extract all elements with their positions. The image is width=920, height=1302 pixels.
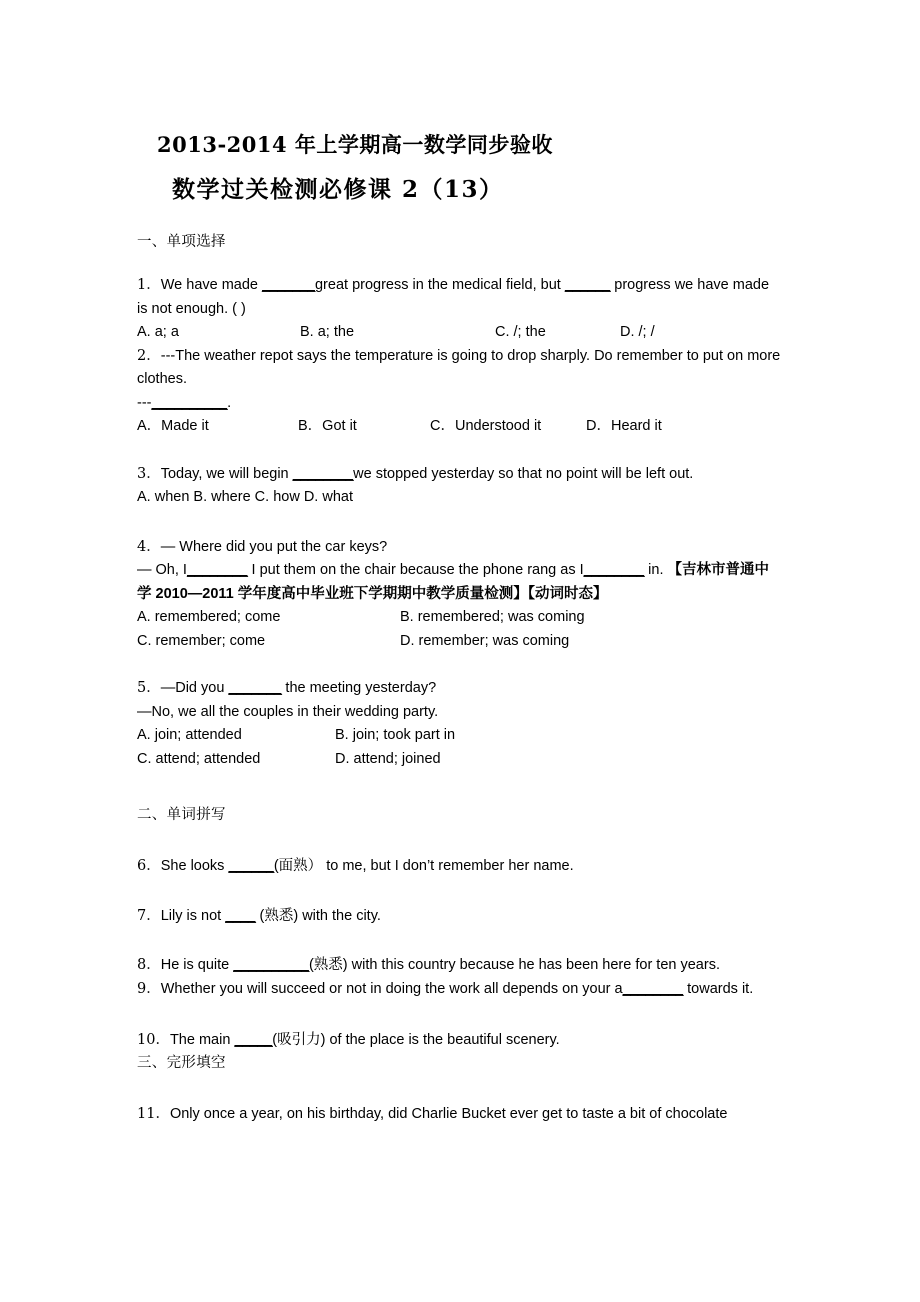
question-5-option-b[interactable]: B. join; took part in bbox=[335, 727, 456, 743]
question-4-options-row-2 bbox=[137, 630, 783, 654]
question-4-text-a: — Oh, I bbox=[137, 562, 187, 578]
question-10-blank: _____ bbox=[234, 1032, 273, 1048]
question-1-text-c: progress we have made is not enough. ( ) bbox=[137, 277, 770, 317]
question-8-text-b: (熟悉) with this country because he has been here for ten years. bbox=[308, 957, 720, 973]
question-2-options bbox=[137, 415, 783, 439]
question-4-option-d[interactable]: D. remember; was coming bbox=[400, 632, 570, 649]
question-5-line-2: —No, we all the couples in their wedding party. bbox=[137, 703, 439, 720]
question-11 bbox=[137, 1103, 783, 1127]
question-4-option-a[interactable]: A. remembered; come bbox=[137, 609, 281, 625]
question-9-text-b: towards it. bbox=[683, 980, 754, 997]
question-4-text-c: in. bbox=[644, 562, 668, 578]
question-1-option-a[interactable]: A. a; a bbox=[137, 324, 179, 340]
question-4-source-tag: 【吉林市普通中学 2010—2011 学年度高中毕业班下学期期中教学质量检测】【动词时态】 bbox=[137, 562, 770, 602]
question-1 bbox=[137, 274, 783, 321]
question-6-text-a: She looks bbox=[160, 858, 229, 874]
question-1-text-b: great progress in the medical field, but bbox=[314, 277, 565, 293]
question-8 bbox=[137, 954, 783, 978]
question-9-number: 9． bbox=[137, 980, 161, 997]
section-heading-1: 一、单项选择 bbox=[137, 234, 226, 250]
question-5-options-row-2 bbox=[137, 748, 783, 772]
question-2-dash: --- bbox=[137, 394, 152, 411]
question-9-text-a: Whether you will succeed or not in doing the work all depends on your a bbox=[160, 980, 623, 997]
question-3-number: 3． bbox=[137, 465, 161, 482]
question-2-blank: __________ bbox=[151, 394, 228, 411]
question-7-number: 7． bbox=[137, 907, 161, 924]
question-4-number: 4． bbox=[137, 538, 161, 555]
question-5-option-c[interactable]: C. attend; attended bbox=[137, 750, 261, 767]
question-3-text-b: we stopped yesterday so that no point will be left out. bbox=[353, 465, 694, 482]
question-1-blank-1: _______ bbox=[262, 277, 315, 293]
question-2 bbox=[137, 345, 783, 392]
question-9 bbox=[137, 978, 783, 1002]
question-2-option-c[interactable]: C．Understood it bbox=[430, 418, 542, 434]
question-4-options-row-1 bbox=[137, 606, 783, 630]
question-4 bbox=[137, 536, 783, 560]
question-11-text: Only once a year, on his birthday, did Charlie Bucket ever get to taste a bit of chocolate bbox=[169, 1105, 728, 1122]
question-2-answer-line bbox=[137, 392, 783, 416]
question-1-option-b[interactable]: B. a; the bbox=[300, 324, 355, 340]
question-10-text-a: The main bbox=[169, 1032, 235, 1048]
document-content bbox=[137, 0, 783, 1126]
question-5-option-a[interactable]: A. join; attended bbox=[137, 727, 242, 743]
question-2-stem: ---The weather repot says the temperature is going to drop sharply. Do remember to put on more clothes. bbox=[137, 347, 781, 387]
page-title-main: 2013-2014 年上学期高一数学同步验收 bbox=[157, 132, 553, 157]
question-4-blank-1: ________ bbox=[186, 562, 248, 578]
question-7-text-b: (熟悉) with the city. bbox=[255, 907, 381, 924]
question-10-text-b: (吸引力) of the place is the beautiful scenery. bbox=[272, 1032, 560, 1048]
question-3 bbox=[137, 463, 783, 487]
question-5-text-a: —Did you bbox=[160, 680, 229, 696]
question-3-options[interactable]: A. when B. where C. how D. what bbox=[137, 489, 353, 505]
question-1-number: 1． bbox=[137, 277, 161, 293]
question-1-blank-2: ______ bbox=[564, 277, 611, 293]
question-5-option-d[interactable]: D. attend; joined bbox=[335, 750, 441, 767]
question-5-text-b: the meeting yesterday? bbox=[281, 680, 437, 696]
page-title-sub: 数学过关检测必修课 2（13） bbox=[172, 176, 504, 203]
question-2-option-a[interactable]: A．Made it bbox=[137, 418, 209, 434]
question-2-number: 2． bbox=[137, 347, 161, 364]
question-8-blank: __________ bbox=[233, 957, 309, 973]
question-5 bbox=[137, 677, 783, 701]
question-7 bbox=[137, 905, 783, 929]
question-8-number: 8． bbox=[137, 957, 161, 973]
question-5-number: 5． bbox=[137, 680, 161, 696]
question-3-blank: ________ bbox=[292, 465, 354, 482]
question-7-text-a: Lily is not bbox=[160, 907, 226, 924]
question-4-line-1: — Where did you put the car keys? bbox=[160, 538, 388, 555]
question-4-option-b[interactable]: B. remembered; was coming bbox=[400, 609, 585, 625]
question-10-number: 10． bbox=[137, 1032, 170, 1048]
question-4-blank-2: ________ bbox=[583, 562, 645, 578]
question-4-text-b: I put them on the chair because the phone rang as I bbox=[247, 562, 584, 578]
question-5-options-row-1 bbox=[137, 724, 783, 748]
question-4-option-c[interactable]: C. remember; come bbox=[137, 632, 266, 649]
question-7-blank: ____ bbox=[225, 907, 256, 924]
question-11-number: 11． bbox=[137, 1105, 170, 1122]
question-1-option-d[interactable]: D. /; / bbox=[620, 324, 655, 340]
question-6-text-b: (面熟） to me, but I don’t remember her name. bbox=[273, 858, 574, 874]
question-6 bbox=[137, 855, 783, 879]
question-6-blank: ______ bbox=[228, 858, 274, 874]
question-6-number: 6． bbox=[137, 858, 161, 874]
question-1-text-a: We have made bbox=[160, 277, 263, 293]
question-2-option-b[interactable]: B．Got it bbox=[298, 418, 357, 434]
question-2-option-d[interactable]: D．Heard it bbox=[586, 418, 662, 434]
question-1-option-c[interactable]: C. /; the bbox=[495, 324, 546, 340]
question-1-options bbox=[137, 321, 783, 345]
question-9-blank: ________ bbox=[622, 980, 684, 997]
section-heading-3: 三、完形填空 bbox=[137, 1054, 226, 1071]
question-10 bbox=[137, 1029, 783, 1053]
question-2-period: . bbox=[227, 394, 232, 411]
section-heading-2: 二、单词拼写 bbox=[137, 807, 226, 823]
question-8-text-a: He is quite bbox=[160, 957, 234, 973]
question-4-line-2 bbox=[137, 559, 783, 606]
question-5-blank: _______ bbox=[228, 680, 282, 696]
question-3-text-a: Today, we will begin bbox=[160, 465, 293, 482]
